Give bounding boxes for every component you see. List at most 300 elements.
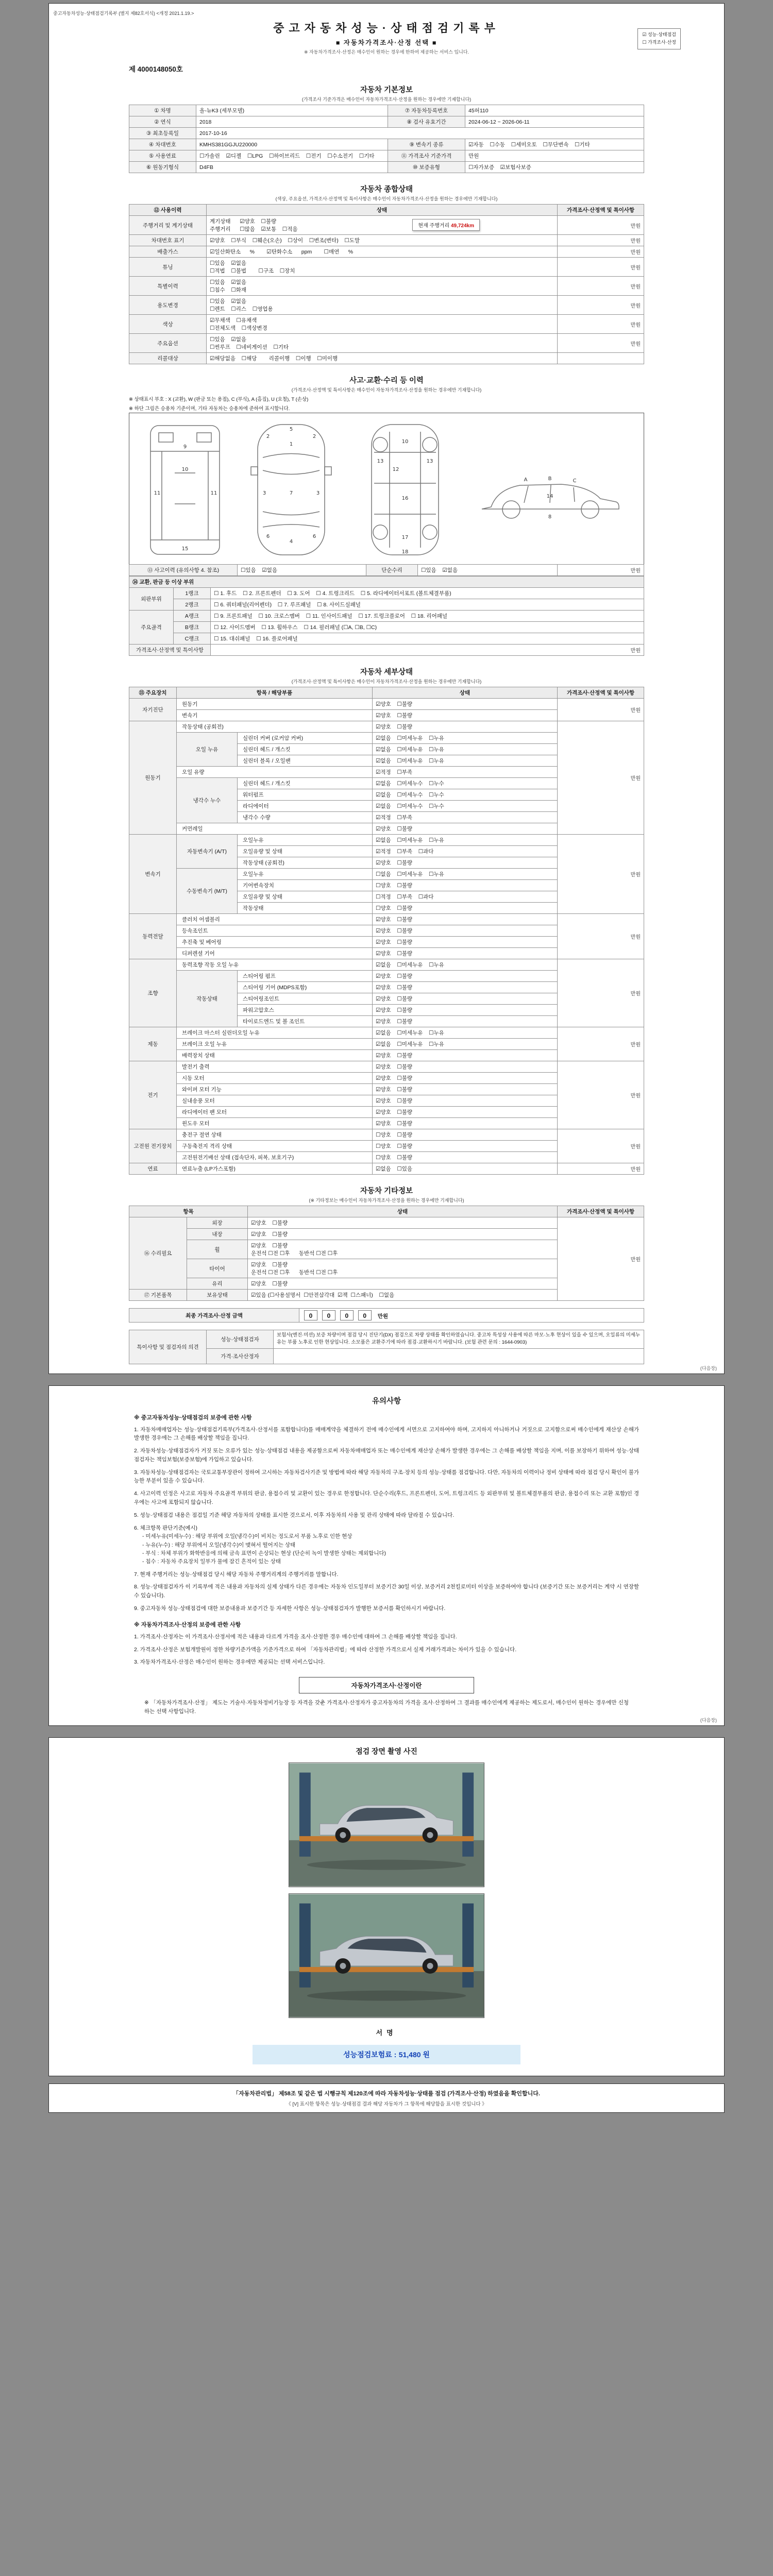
overall-price: 만원	[558, 315, 644, 334]
opinion-label: 특이사항 및 점검자의 의견	[129, 1330, 207, 1364]
detail-state[interactable]: ☑양호 ☐불량	[373, 925, 558, 937]
detail-item: 작동상태	[238, 903, 373, 914]
col-header-etc-state: 상태	[248, 1206, 558, 1217]
amount-digit: 0	[304, 1310, 317, 1320]
opinion-table	[129, 1330, 644, 1364]
detail-state[interactable]: ☑적정 ☐부족	[373, 812, 558, 823]
detail-price: 만원	[558, 835, 644, 914]
detail-item: 스티어링 펌프	[238, 971, 373, 982]
overall-state[interactable]	[207, 334, 558, 353]
state-line[interactable]: ☑양호 ☐불량	[251, 1281, 288, 1287]
detail-state[interactable]: ☑없음 ☐미세누수 ☐누수	[373, 778, 558, 789]
form-revision-note: 중고자동차성능·상태점검기록부 (별지 제82호서식) <개정 2021.1.19.>	[53, 11, 194, 16]
section-sub-accident: (가격조사·산정액 및 특이사항은 매수인이 자동차가격조사·산정을 원하는 경우에만 기재합니다)	[291, 387, 482, 393]
detail-state[interactable]: ☑없음 ☐미세누유 ☐누유	[373, 1027, 558, 1039]
detail-item: 타이로드엔드 및 볼 조인트	[238, 1016, 373, 1027]
overall-price: 만원	[558, 296, 644, 315]
notice-item: 3. 자동차가격조사·산정은 매수인이 원하는 경우에만 제공되는 선택 서비스입니다.	[134, 1659, 325, 1666]
insurance-fee-value: 51,480 원	[398, 2050, 430, 2059]
amount-digit: 0	[358, 1310, 372, 1320]
opinion-text	[274, 1348, 644, 1364]
overall-price: 만원	[558, 334, 644, 353]
state-line[interactable]: ☑양호 ☐불량	[251, 1262, 288, 1268]
overall-item-label: 차대번호 표기	[129, 235, 207, 246]
detail-state[interactable]: ☑없음 ☐미세누수 ☐누수	[373, 801, 558, 812]
overall-price: 만원	[558, 246, 644, 258]
detail-item: 기어변속장치	[238, 880, 373, 891]
odometer-callout	[412, 219, 480, 231]
detail-item: 동력조향 작동 오일 누유	[177, 959, 373, 971]
svg-text:A: A	[524, 477, 527, 483]
footer-law-line: 「자동차관리법」 제58조 및 같은 법 시행규칙 제120조에 따라 자동차성능·상태를 점검 (가격조사·산정) 하였음을 확인합니다.	[233, 2090, 540, 2097]
basic-label: ① 차명	[129, 105, 196, 116]
detail-device: 자기진단	[129, 699, 177, 721]
overall-item-label: 주행거리 및 계기상태	[129, 216, 207, 235]
section-title-basic: 자동차 기본정보	[360, 86, 413, 94]
notice-card	[48, 1385, 725, 1726]
detail-state[interactable]: ☑적정 ☐부족	[373, 767, 558, 778]
panel-row	[129, 611, 644, 622]
state-line[interactable]: ☑있음 (☐사용설명서 ☐안전삼각대 ☑잭 ☐스패너) ☐없음	[251, 1292, 395, 1298]
detail-state[interactable]: ☑양호 ☐불량	[373, 699, 558, 710]
basic-row	[129, 162, 644, 173]
basic-value: 2017-10-16	[196, 128, 644, 139]
detail-state[interactable]: ☑없음 ☐미세누유 ☐누유	[373, 744, 558, 755]
state-line[interactable]: ☐적법 ☐불법 ☐구조 ☐장치	[210, 268, 295, 274]
detail-item: 냉각수 수량	[238, 812, 373, 823]
detail-state[interactable]: ☑양호 ☐불량	[373, 937, 558, 948]
state-line[interactable]: ☐전체도색 ☐색상변경	[210, 325, 267, 331]
overall-state[interactable]	[207, 296, 558, 315]
final-amount-table	[129, 1308, 644, 1323]
photos-title: 점검 장면 촬영 사진	[356, 1747, 417, 1755]
select-option[interactable]: ☐ 가격조사·산정	[642, 40, 676, 45]
select-option[interactable]: ☑ 성능·상태점검	[642, 32, 676, 37]
detail-item: 구동축전지 격리 상태	[177, 1141, 373, 1152]
page-subtitle: ■ 자동차가격조사·산정 선택 ■	[335, 39, 438, 46]
car-diagram-side	[473, 451, 627, 529]
notice-item-list	[134, 1426, 639, 1613]
opinion-who: 가격·조사산정자	[207, 1348, 274, 1364]
svg-text:1: 1	[289, 442, 293, 447]
etc-state[interactable]	[248, 1229, 558, 1240]
basic-row	[129, 128, 644, 139]
state-line[interactable]: 운전석 ☐전 ☐후 동반석 ☐전 ☐후	[251, 1250, 338, 1257]
detail-item: 윈도우 모터	[177, 1118, 373, 1129]
detail-price: 만원	[558, 1163, 644, 1175]
section-sub-overall: (색상, 주요옵션, 가격조사·산정액 및 특이사항은 매수인이 자동차가격조사·산정을 원하는 경우에만 기재합니다)	[275, 196, 498, 201]
detail-device: 원동기	[129, 721, 177, 835]
detail-state[interactable]: ☑양호 ☐불량	[373, 1084, 558, 1095]
basic-label: ⑦ 자동차등록번호	[388, 105, 465, 116]
detail-row	[129, 914, 644, 925]
document-number: 제 4000148050호	[129, 65, 183, 73]
state-line[interactable]: 계기상태 ☑양호 ☐불량	[210, 218, 277, 225]
basic-info-table	[129, 105, 644, 173]
etc-row	[129, 1217, 644, 1229]
etc-item: 휠	[187, 1240, 248, 1259]
detail-row	[129, 1163, 644, 1175]
section-title-overall: 자동차 종합상태	[360, 185, 413, 194]
state-line[interactable]: ☐있음 ☑없음	[210, 336, 247, 343]
panel-items[interactable]: ☐ 1. 후드 ☐ 2. 프론트펜더 ☐ 3. 도어 ☐ 4. 트렁크리드 ☐ 5. 라디에이터서포트 (볼트체결부품)	[211, 588, 644, 599]
col-header-price: 가격조사·산정액 및 특이사항	[558, 687, 644, 699]
state-code-legend: ※ 상태표시 부호 : X (교환), W (판금 또는 용접), C (부식), A (흠집), U (요철), T (손상)	[129, 397, 309, 402]
overall-item-label: 리콜대상	[129, 353, 207, 364]
detail-state[interactable]: ☑양호 ☐불량	[373, 948, 558, 959]
detail-state[interactable]: ☐적정 ☐부족 ☐과다	[373, 891, 558, 903]
panel-rank: 2랭크	[174, 599, 211, 611]
detail-item: 시동 모터	[177, 1073, 373, 1084]
odometer-label: 현재 주행거리	[418, 223, 451, 229]
detail-row	[129, 699, 644, 710]
detail-state[interactable]: ☑양호 ☐불량	[373, 1118, 558, 1129]
overall-item-label: 특별이력	[129, 277, 207, 296]
detail-device: 고전원 전기장치	[129, 1129, 177, 1163]
basic-row	[129, 105, 644, 116]
overall-row	[129, 258, 644, 277]
basic-label: ③ 최초등록일	[129, 128, 196, 139]
accident-history-row	[129, 565, 644, 576]
overall-item-label: 색상	[129, 315, 207, 334]
overall-row	[129, 296, 644, 315]
detail-item: 오일유량 및 상태	[238, 846, 373, 857]
svg-text:11: 11	[210, 490, 217, 496]
state-line[interactable]: ☑양호 ☐불량	[251, 1243, 288, 1249]
panel-row	[129, 633, 644, 645]
section-title-etc: 자동차 기타정보	[360, 1187, 413, 1195]
basic-row	[129, 116, 644, 128]
detail-state[interactable]: ☑양호 ☐불량	[373, 971, 558, 982]
etc-state[interactable]	[248, 1290, 558, 1301]
panel-exchange-table	[129, 576, 644, 656]
detail-state[interactable]: ☐없음 ☐미세누유 ☐누유	[373, 869, 558, 880]
opinion-row	[129, 1330, 644, 1349]
panel-items[interactable]: ☐ 15. 대쉬패널 ☐ 16. 플로어패널	[211, 633, 644, 645]
detail-item: 작동상태 (공회전)	[238, 857, 373, 869]
detail-state[interactable]: ☑없음 ☐미세누수 ☐누수	[373, 789, 558, 801]
detail-subgroup: 자동변속기 (A/T)	[177, 835, 238, 869]
detail-item: 추진축 및 베어링	[177, 937, 373, 948]
etc-item: 유리	[187, 1278, 248, 1290]
panel-price-label: 가격조사·산정액 및 특이사항	[129, 645, 211, 656]
state-line[interactable]: ☐있음 ☑없음	[210, 260, 247, 266]
svg-text:10: 10	[181, 467, 188, 472]
svg-text:5: 5	[289, 427, 293, 432]
detail-state[interactable]: ☑양호 ☐불량	[373, 1050, 558, 1061]
col-header-state: 상태	[373, 687, 558, 699]
detail-state[interactable]: ☑없음 ☐미세누유 ☐누유	[373, 733, 558, 744]
overall-row	[129, 277, 644, 296]
basic-label: ④ 차대번호	[129, 139, 196, 150]
detail-state[interactable]: ☑양호 ☐불량	[373, 857, 558, 869]
notice-item: 3. 자동차성능·상태점검자는 국토교통부장관이 정하여 고시하는 자동차검사기준 및 방법에 따라 해당 자동차의 구조·장치 등의 성능·상태를 점검합니다. 다만, 자동차의 이력이나 정비 상태에 따라 점검 당시 확인이 불가능한 부분이 있을 수 있습니다.	[134, 1469, 639, 1484]
detail-state[interactable]: ☑양호 ☐불량	[373, 914, 558, 925]
basic-label: ⑪ 가격조사 기준가격	[388, 150, 465, 162]
detail-item: 디퍼렌셜 기어	[177, 948, 373, 959]
detail-item: 오일누유	[238, 869, 373, 880]
detail-item: 브레이크 오일 누유	[177, 1039, 373, 1050]
car-diagram-front	[146, 421, 224, 558]
detail-state[interactable]: ☑없음 ☐미세누유 ☐누유	[373, 959, 558, 971]
detail-item: 등속조인트	[177, 925, 373, 937]
notice-title: 유의사항	[372, 1397, 401, 1405]
state-line[interactable]: ☑해당없음 ☐해당 리콜이행 ☐이행 ☐미이행	[210, 355, 338, 362]
detail-state[interactable]: ☐양호 ☐불량	[373, 1129, 558, 1141]
page-note: ※ 자동차가격조사·산정은 매수인이 원하는 경우에 한하여 제공하는 서비스 입니다.	[304, 49, 469, 55]
overall-state[interactable]	[207, 246, 558, 258]
final-amount-row	[129, 1309, 644, 1323]
svg-text:3: 3	[316, 490, 320, 496]
svg-text:12: 12	[392, 467, 399, 472]
detail-row	[129, 959, 644, 971]
basic-value[interactable]: ☑자동 ☐수동 ☐세미오토 ☐무단변속 ☐기타	[465, 139, 644, 150]
state-line[interactable]: ☐렌트 ☐리스 ☐영업용	[210, 306, 273, 312]
detail-subgroup: 냉각수 누수	[177, 778, 238, 823]
section-title-detail: 자동차 세부상태	[360, 668, 413, 676]
basic-value: D4FB	[196, 162, 388, 173]
accident-price: 만원	[558, 565, 644, 576]
overall-item-label: 주요옵션	[129, 334, 207, 353]
detail-row	[129, 1061, 644, 1073]
detail-price: 만원	[558, 721, 644, 835]
basic-label: ⑤ 사용연료	[129, 150, 196, 162]
detail-state[interactable]: ☑양호 ☐불량	[373, 982, 558, 993]
overall-price: 만원	[558, 235, 644, 246]
state-line[interactable]: ☐있음 ☑없음	[210, 279, 247, 285]
basic-value[interactable]: ☐자가보증 ☑보험사보증	[465, 162, 644, 173]
state-line[interactable]: ☑무채색 ☐유채색	[210, 317, 257, 324]
basic-value[interactable]: ☐가솔린 ☑디젤 ☐LPG ☐하이브리드 ☐전기 ☐수소전기 ☐기타	[196, 150, 388, 162]
basic-label: ⑧ 검사 유효기간	[388, 116, 465, 128]
state-line[interactable]: ☑양호 ☐부식 ☐훼손(오손) ☐상이 ☐변조(변타) ☐도말	[210, 238, 360, 244]
basic-value: KMHS381GGJU220000	[196, 139, 388, 150]
simple-repair-label: 단순수리	[366, 565, 418, 576]
state-line[interactable]: ☑일산화탄소 % ☑탄화수소 ppm ☐매연 %	[210, 249, 354, 255]
detail-state[interactable]: ☑양호 ☐불량	[373, 1107, 558, 1118]
signature-area	[49, 2027, 724, 2038]
detail-item: 워터펌프	[238, 789, 373, 801]
notice-bullet: - 부식 : 차체 부위가 화학반응에 의해 금속 표면이 손상되는 현상 (단순히 녹이 발생한 상태는 제외합니다)	[142, 1550, 386, 1556]
etc-price: 만원	[558, 1217, 644, 1301]
detail-item: 실린더 헤드 / 개스킷	[238, 778, 373, 789]
basic-value: 2024-06-12 ~ 2026-06-11	[465, 116, 644, 128]
state-line[interactable]: ☐침수 ☐화재	[210, 287, 247, 293]
overall-row	[129, 246, 644, 258]
svg-text:18: 18	[401, 549, 408, 555]
detail-state[interactable]: ☐양호 ☐불량	[373, 903, 558, 914]
detail-price: 만원	[558, 959, 644, 1027]
detail-item: 원동기	[177, 699, 373, 710]
svg-text:17: 17	[401, 535, 408, 540]
svg-text:6: 6	[312, 534, 316, 539]
final-amount-value	[299, 1309, 644, 1323]
panel-group: 주요골격	[129, 611, 174, 645]
diagram-note: ※ 하단 그림은 승용차 기준이며, 기타 자동차는 승용차에 준하여 표시합니다.	[129, 406, 290, 412]
overall-item-label: 용도변경	[129, 296, 207, 315]
detail-state[interactable]: ☑양호 ☐불량	[373, 823, 558, 835]
overall-state[interactable]	[207, 353, 558, 364]
svg-text:3: 3	[262, 490, 266, 496]
panel-rank: 1랭크	[174, 588, 211, 599]
overall-row	[129, 353, 644, 364]
detail-state[interactable]: ☐양호 ☐불량	[373, 880, 558, 891]
detail-price: 만원	[558, 1129, 644, 1163]
basic-label: ⑥ 원동기형식	[129, 162, 196, 173]
detail-state[interactable]: ☑양호 ☐불량	[373, 710, 558, 721]
notice-item: 6. 체크항목 판단기준(예시)	[134, 1524, 198, 1531]
basic-label: ② 연식	[129, 116, 196, 128]
overall-state[interactable]	[207, 277, 558, 296]
amount-digit: 0	[340, 1310, 354, 1320]
col-header-use: ⑫ 사용이력	[129, 205, 207, 216]
accident-history-state[interactable]: ☐있음 ☑없음	[238, 565, 366, 576]
svg-text:14: 14	[546, 493, 553, 499]
detail-subgroup: 수동변속기 (M/T)	[177, 869, 238, 914]
detail-state-table	[129, 687, 644, 1175]
overall-price: 만원	[558, 258, 644, 277]
detail-item: 라디에이터	[238, 801, 373, 812]
overall-state[interactable]	[207, 216, 558, 235]
car-diagram-top	[245, 421, 338, 558]
svg-text:6: 6	[266, 534, 270, 539]
notice-item: 8. 성능·상태점검자가 이 기록부에 적은 내용과 자동차의 실제 상태가 다른 경우에는 자동차 인도일부터 보증기간 30일 이상, 보증거리 2천킬로미터 이상을 보증하여야 합니다 (보증기간 또는 보증거리는 계약 시 연장할 수 있습니다).	[134, 1584, 639, 1599]
detail-device: 동력전달	[129, 914, 177, 959]
detail-item: 브레이크 마스터 실린더오일 누유	[177, 1027, 373, 1039]
svg-text:4: 4	[289, 539, 293, 545]
svg-text:16: 16	[401, 496, 408, 501]
detail-state[interactable]: ☑양호 ☐불량	[373, 1005, 558, 1016]
detail-price: 만원	[558, 1061, 644, 1129]
panel-items[interactable]: ☐ 6. 쿼터패널(리어펜더) ☐ 7. 루프패널 ☐ 8. 사이드실패널	[211, 599, 644, 611]
signature-label: 서명	[376, 2028, 397, 2037]
basic-value: 45허110	[465, 105, 644, 116]
notice-item-list-2	[134, 1633, 639, 1667]
detail-state[interactable]: ☐양호 ☐불량	[373, 1141, 558, 1152]
svg-text:8: 8	[548, 514, 551, 520]
detail-state[interactable]: ☑없음 ☐미세누유 ☐누유	[373, 755, 558, 767]
notice-bullet: - 침수 : 자동차 주요장치 일부가 물에 잠긴 흔적이 있는 상태	[142, 1558, 281, 1565]
etc-state[interactable]	[248, 1240, 558, 1259]
panel-row	[129, 599, 644, 611]
amount-digit: 0	[322, 1310, 335, 1320]
car-diagram-box	[129, 413, 644, 564]
notice-item: 5. 성능·상태점검 내용은 점검일 기준 해당 자동차의 상태를 표시한 것으로서, 이후 자동차의 사용 및 관리 상태에 따라 달라질 수 있습니다.	[134, 1512, 455, 1518]
detail-device: 전기	[129, 1061, 177, 1129]
detail-state[interactable]: ☑양호 ☐불량	[373, 1061, 558, 1073]
detail-item: 라디에이터 팬 모터	[177, 1107, 373, 1118]
state-line[interactable]: ☐있음 ☑없음	[210, 298, 247, 304]
section-title-accident: 사고·교환·수리 등 이력	[349, 377, 424, 385]
state-line[interactable]: ☑양호 ☐불량	[251, 1220, 288, 1226]
panel-items[interactable]: ☐ 12. 사이드멤버 ☐ 13. 휠하우스 ☐ 14. 필러패널 (☐A, ☐B, ☐C)	[211, 622, 644, 633]
overall-row	[129, 315, 644, 334]
svg-text:2: 2	[312, 434, 316, 439]
etc-state[interactable]	[248, 1259, 558, 1278]
panel-price-row	[129, 645, 644, 656]
etc-group: ⑰ 기본품목	[129, 1290, 187, 1301]
detail-row	[129, 1027, 644, 1039]
detail-item: 오일유량 및 상태	[238, 891, 373, 903]
etc-info-table	[129, 1206, 644, 1301]
notice-heading-2: ※ 자동차가격조사·산정의 보증에 관한 사항	[134, 1621, 241, 1628]
detail-row	[129, 835, 644, 846]
col-header-price: 가격조사·산정액 및 특이사항	[558, 205, 644, 216]
etc-state[interactable]	[248, 1217, 558, 1229]
detail-item: 변속기	[177, 710, 373, 721]
overall-state[interactable]	[207, 235, 558, 246]
state-line[interactable]: 주행거리 ☐많음 ☑보통 ☐적음	[210, 226, 298, 232]
detail-price: 만원	[558, 1027, 644, 1061]
basic-row	[129, 150, 644, 162]
opinion-text: 보험사(엔진·미션) 보증 차량이며 점검 당시 진단기(DX) 점검으로 차량 상태를 확인하였습니다. 중고차 특성상 사용에 따른 마모·노후 현상이 있을 수 있으며, 오일류의 미세누유는 부품 노후로 인한 현상입니다. 소모품은 교환주기에 따라 점검·교환하시기 바랍니다. (보험 관련 문의 : 1644-0903)	[274, 1330, 644, 1349]
detail-state[interactable]: ☑적정 ☐부족 ☐과다	[373, 846, 558, 857]
price-survey-definition-text: ※ 「자동차가격조사·산정」 제도는 기술사·자동차정비기능장 등 자격을 갖춘 가격조사·산정자가 중고자동차의 가격을 조사·산정하여 그 결과를 매수인에게 제공하는 제도로서, 매수인이 원하는 경우에만 신청하는 선택 사항입니다.	[144, 1700, 629, 1715]
detail-price: 만원	[558, 914, 644, 959]
inspection-photo-2	[289, 1893, 484, 2018]
detail-state[interactable]: ☑양호 ☐불량	[373, 1073, 558, 1084]
detail-state[interactable]: ☑양호 ☐불량	[373, 721, 558, 733]
detail-item: 스티어링조인트	[238, 993, 373, 1005]
state-line[interactable]: ☑양호 ☐불량	[251, 1231, 288, 1238]
detail-item: 오일누유	[238, 835, 373, 846]
overall-price	[558, 353, 644, 364]
etc-state[interactable]	[248, 1278, 558, 1290]
final-amount-label: 최종 가격조사·산정 금액	[129, 1309, 299, 1323]
detail-item: 클러치 어셈블리	[177, 914, 373, 925]
detail-state[interactable]: ☑없음 ☐미세누유 ☐누유	[373, 1039, 558, 1050]
panel-items[interactable]: ☐ 9. 프론트패널 ☐ 10. 크로스멤버 ☐ 11. 인사이드패널 ☐ 17. 트렁크플로어 ☐ 18. 리어패널	[211, 611, 644, 622]
state-line[interactable]: 운전석 ☐전 ☐후 동반석 ☐전 ☐후	[251, 1269, 338, 1276]
svg-text:C: C	[573, 478, 576, 484]
overall-state[interactable]	[207, 315, 558, 334]
notice-item: 1. 자동차매매업자는 성능·상태점검기록부(가격조사·산정서를 포함합니다)를 매매계약을 체결하기 전에 매수인에게 서면으로 고지하여야 하며, 고지하지 아니하거나 거짓으로 고지함으로써 매수인에게 재산상 손해가 발생한 경우에는 그 손해를 배상할 책임을 집니다.	[134, 1426, 639, 1442]
col-header-etc-item: 항목	[129, 1206, 248, 1217]
detail-price: 만원	[558, 699, 644, 721]
insurance-fee-label: 성능점검보험료 :	[343, 2050, 397, 2059]
detail-subgroup: 작동상태	[177, 971, 238, 1027]
svg-text:13: 13	[426, 459, 433, 464]
detail-state[interactable]: ☑양호 ☐불량	[373, 993, 558, 1005]
detail-state[interactable]: ☐양호 ☐불량	[373, 1152, 558, 1163]
detail-state[interactable]: ☑없음 ☐있음	[373, 1163, 558, 1175]
basic-value: 올-뉴K3 (세부모델)	[196, 105, 388, 116]
detail-item: 연료누출 (LP가스포함)	[177, 1163, 373, 1175]
section-sub-etc: (※ 기타정보는 매수인이 자동차가격조사·산정을 원하는 경우에만 기재합니다)	[309, 1198, 464, 1203]
overall-row	[129, 235, 644, 246]
panel-rank: B랭크	[174, 622, 211, 633]
col-header-device: ⑮ 주요장치	[129, 687, 177, 699]
overall-state[interactable]	[207, 258, 558, 277]
overall-row	[129, 334, 644, 353]
panel-rank: A랭크	[174, 611, 211, 622]
detail-state[interactable]: ☑양호 ☐불량	[373, 1016, 558, 1027]
next-page-marker: (다음장)	[700, 1365, 717, 1371]
detail-device: 제동	[129, 1027, 177, 1061]
basic-label: ⑨ 변속기 종류	[388, 139, 465, 150]
state-line[interactable]: ☐썬루프 ☐네비게이션 ☐기타	[210, 344, 289, 350]
opinion-row	[129, 1348, 644, 1364]
detail-state[interactable]: ☑없음 ☐미세누유 ☐누유	[373, 835, 558, 846]
price-survey-definition-title: 자동차가격조사·산정이란	[299, 1677, 474, 1693]
detail-device: 연료	[129, 1163, 177, 1175]
simple-repair-state[interactable]: ☐있음 ☑없음	[418, 565, 558, 576]
detail-item: 발전기 출력	[177, 1061, 373, 1073]
section-sub-basic: (가격조사 기준가격은 매수인이 자동차가격조사·산정을 원하는 경우에만 기재합니다)	[301, 97, 472, 102]
svg-text:9: 9	[183, 444, 187, 450]
detail-item: 스티어링 기어 (MDPS포함)	[238, 982, 373, 993]
detail-state[interactable]: ☑양호 ☐불량	[373, 1095, 558, 1107]
